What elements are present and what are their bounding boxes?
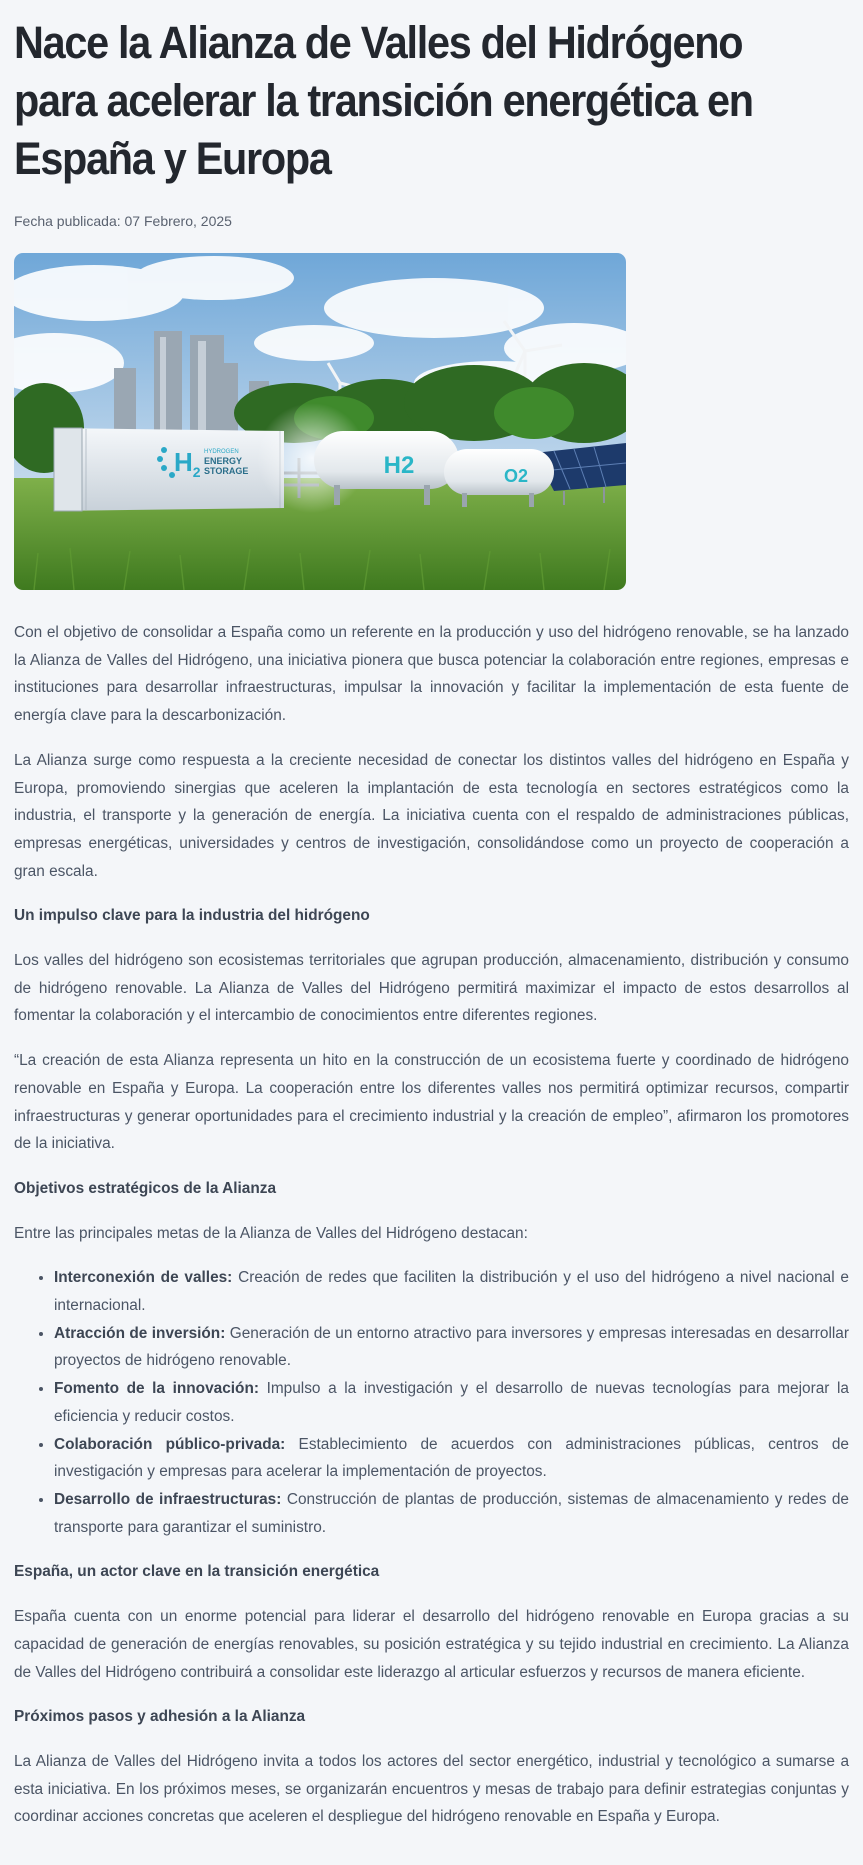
- paragraph-quote: “La creación de esta Alianza representa un hito en la construcción de un ecosistema fuerte y coordinado de hidrógeno renovable en España y Europa. La cooperación entre los diferentes valles nos permitirá optimizar recursos, compartir infraestructuras y generar oportunidades para el crecimiento industrial y la creación de empleo”, afirmaron los promotores de la iniciativa.: [14, 1052, 849, 1153]
- article-body: [14, 619, 849, 1831]
- list-item: [54, 1320, 849, 1375]
- list-item: [54, 1486, 849, 1541]
- paragraph-espana: España cuenta con un enorme potencial para liderar el desarrollo del hidrógeno renovable en Europa gracias a su capacidad de generación de energías renovables, su posición estratégica y su tejido industrial en crecimiento. La Alianza de Valles del Hidrógeno contribuirá a consolidar este liderazgo al articular esfuerzos y recursos de manera eficiente.: [14, 1608, 849, 1681]
- heading-objetivos: Objetivos estratégicos de la Alianza: [14, 1179, 277, 1197]
- objective-title: Interconexión de valles:: [54, 1269, 233, 1287]
- paragraph-alianza: La Alianza surge como respuesta a la creciente necesidad de conectar los distintos valles del hidrógeno en España y Europa, promoviendo sinergias que aceleren la implantación de esta tecnología en sectores estratégicos como la industria, el transporte y la generación de energía. La iniciativa cuenta con el respaldo de administraciones públicas, empresas energéticas, universidades y centros de investigación, consolidándose como un proyecto de cooperación a gran escala.: [14, 751, 849, 880]
- heading-impulso: Un impulso clave para la industria del hidrógeno: [14, 907, 370, 925]
- publish-date: Fecha publicada: 07 Febrero, 2025: [14, 213, 232, 229]
- tank-o2-label: O2: [503, 466, 529, 486]
- objective-text: Impulso a la investigación y el desarrollo de nuevas tecnologías para mejorar la eficiencia y reducir costos.: [54, 1380, 849, 1425]
- objective-text: Creación de redes que faciliten la distribución y el uso del hidrógeno a nivel nacional e internacional.: [54, 1269, 849, 1315]
- hero-image: [14, 253, 626, 590]
- heading-espana: España, un actor clave en la transición energética: [14, 1563, 380, 1581]
- h2-logo: $H_2$: [174, 447, 201, 480]
- objective-text: Generación de un entorno atractivo para inversores y empresas interesadas en desarrollar proyectos de hidrógeno renovable.: [54, 1324, 849, 1370]
- paragraph-metas: Entre las principales metas de la Alianza de Valles del Hidrógeno destacan:: [14, 1224, 528, 1242]
- objective-title: Fomento de la innovación:: [54, 1380, 259, 1398]
- container-text-energy: ENERGY: [204, 456, 243, 466]
- objective-title: Colaboración público-privada:: [54, 1435, 286, 1453]
- container-text-hydrogen: HYDROGEN: [204, 449, 239, 455]
- list-item: [54, 1431, 849, 1486]
- objective-text: Establecimiento de acuerdos con administraciones públicas, centros de investigación y empresas para acelerar la implementación de proyectos.: [54, 1435, 849, 1481]
- paragraph-intro: Con el objetivo de consolidar a España como un referente en la producción y uso del hidrógeno renovable, se ha lanzado la Alianza de Valles del Hidrógeno, una iniciativa pionera que busca potenciar la colaboración entre regiones, empresas e instituciones para desarrollar infraestructuras, impulsar la innovación y facilitar la implementación de esta fuente de energía clave para la descarbonización.: [14, 624, 849, 725]
- objective-text: Construcción de plantas de producción, sistemas de almacenamiento y redes de transporte para garantizar el suministro.: [54, 1490, 849, 1536]
- container-text-storage: STORAGE: [204, 466, 249, 476]
- tank-h2-label: H2: [383, 452, 415, 479]
- objective-title: Desarrollo de infraestructuras:: [54, 1490, 282, 1508]
- list-item: [54, 1264, 849, 1319]
- paragraph-valles: Los valles del hidrógeno son ecosistemas territoriales que agrupan producción, almacenamiento, distribución y consumo de hidrógeno renovable. La Alianza de Valles del Hidrógeno permitirá maximizar el impacto de estos desarrollos al fomentar la colaboración y el intercambio de conocimientos entre diferentes regiones.: [14, 952, 849, 1025]
- heading-pasos: Próximos pasos y adhesión a la Alianza: [14, 1708, 306, 1726]
- list-item: [54, 1375, 849, 1430]
- paragraph-pasos: La Alianza de Valles del Hidrógeno invita a todos los actores del sector energético, industrial y tecnológico a sumarse a esta iniciativa. En los próximos meses, se organizarán encuentros y mesas de trabajo para definir estrategias conjuntas y coordinar acciones concretas que aceleren el despliegue del hidrógeno renovable en España y Europa.: [14, 1752, 849, 1826]
- objectives-list: [14, 1264, 849, 1541]
- objective-title: Atracción de inversión:: [54, 1324, 226, 1342]
- article-title: Nace la Alianza de Valles del Hidrógeno para acelerar la transición energética en España y Europa: [14, 17, 753, 184]
